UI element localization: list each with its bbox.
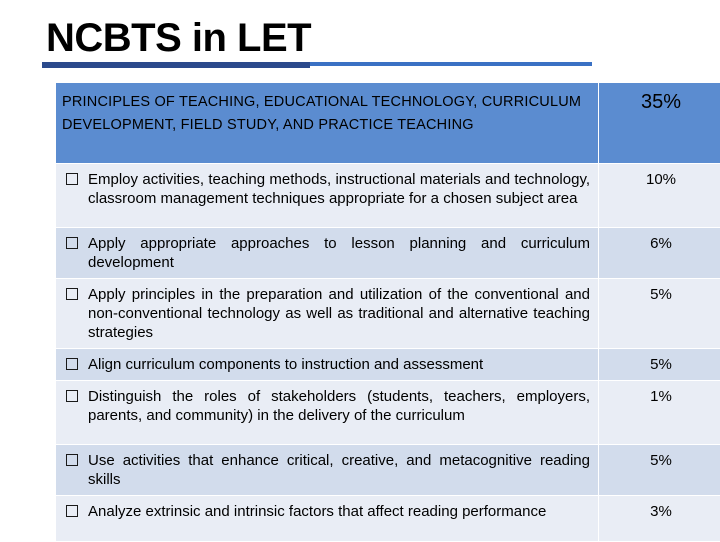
row-percent: 5%: [599, 279, 720, 349]
row-percent: 3%: [599, 496, 720, 542]
checkbox-square-icon: [66, 390, 78, 402]
table-row: [56, 279, 720, 349]
row-percent: 5%: [599, 445, 720, 496]
row-text: Apply principles in the preparation and utilization of the conventional and non-conventional technology as well as traditional and alternative teaching strategies: [88, 285, 590, 342]
row-text: Analyze extrinsic and intrinsic factors that affect reading performance: [88, 502, 590, 521]
checkbox-square-icon: [66, 454, 78, 466]
row-text: Use activities that enhance critical, creative, and metacognitive reading skills: [88, 451, 590, 489]
row-percent: 5%: [599, 349, 720, 381]
table-header-row: [56, 83, 720, 164]
table-row: [56, 164, 720, 228]
row-text: Distinguish the roles of stakeholders (students, teachers, employers, parents, and community) in the delivery of the curriculum: [88, 387, 590, 425]
row-percent: 6%: [599, 228, 720, 279]
table-row: [56, 349, 720, 381]
page-title: NCBTS in LET: [46, 14, 311, 62]
row-percent: 1%: [599, 381, 720, 445]
table-row: [56, 445, 720, 496]
checkbox-square-icon: [66, 237, 78, 249]
header-topic: PRINCIPLES OF TEACHING, EDUCATIONAL TECHNOLOGY, CURRICULUM DEVELOPMENT, FIELD STUDY, AND PRACTICE TEACHING: [56, 83, 599, 164]
row-text: Apply appropriate approaches to lesson planning and curriculum development: [88, 234, 590, 272]
header-percent: 35%: [599, 83, 720, 164]
table-row: [56, 228, 720, 279]
row-text: Align curriculum components to instruction and assessment: [88, 355, 590, 374]
row-percent: 10%: [599, 164, 720, 228]
weights-table: [55, 82, 720, 542]
row-text: Employ activities, teaching methods, instructional materials and technology, classroom management techniques appropriate for a chosen subject area: [88, 170, 590, 208]
checkbox-square-icon: [66, 288, 78, 300]
table-row: [56, 496, 720, 542]
checkbox-square-icon: [66, 358, 78, 370]
checkbox-square-icon: [66, 505, 78, 517]
checkbox-square-icon: [66, 173, 78, 185]
table-row: [56, 381, 720, 445]
title-underline-accent: [42, 62, 310, 68]
